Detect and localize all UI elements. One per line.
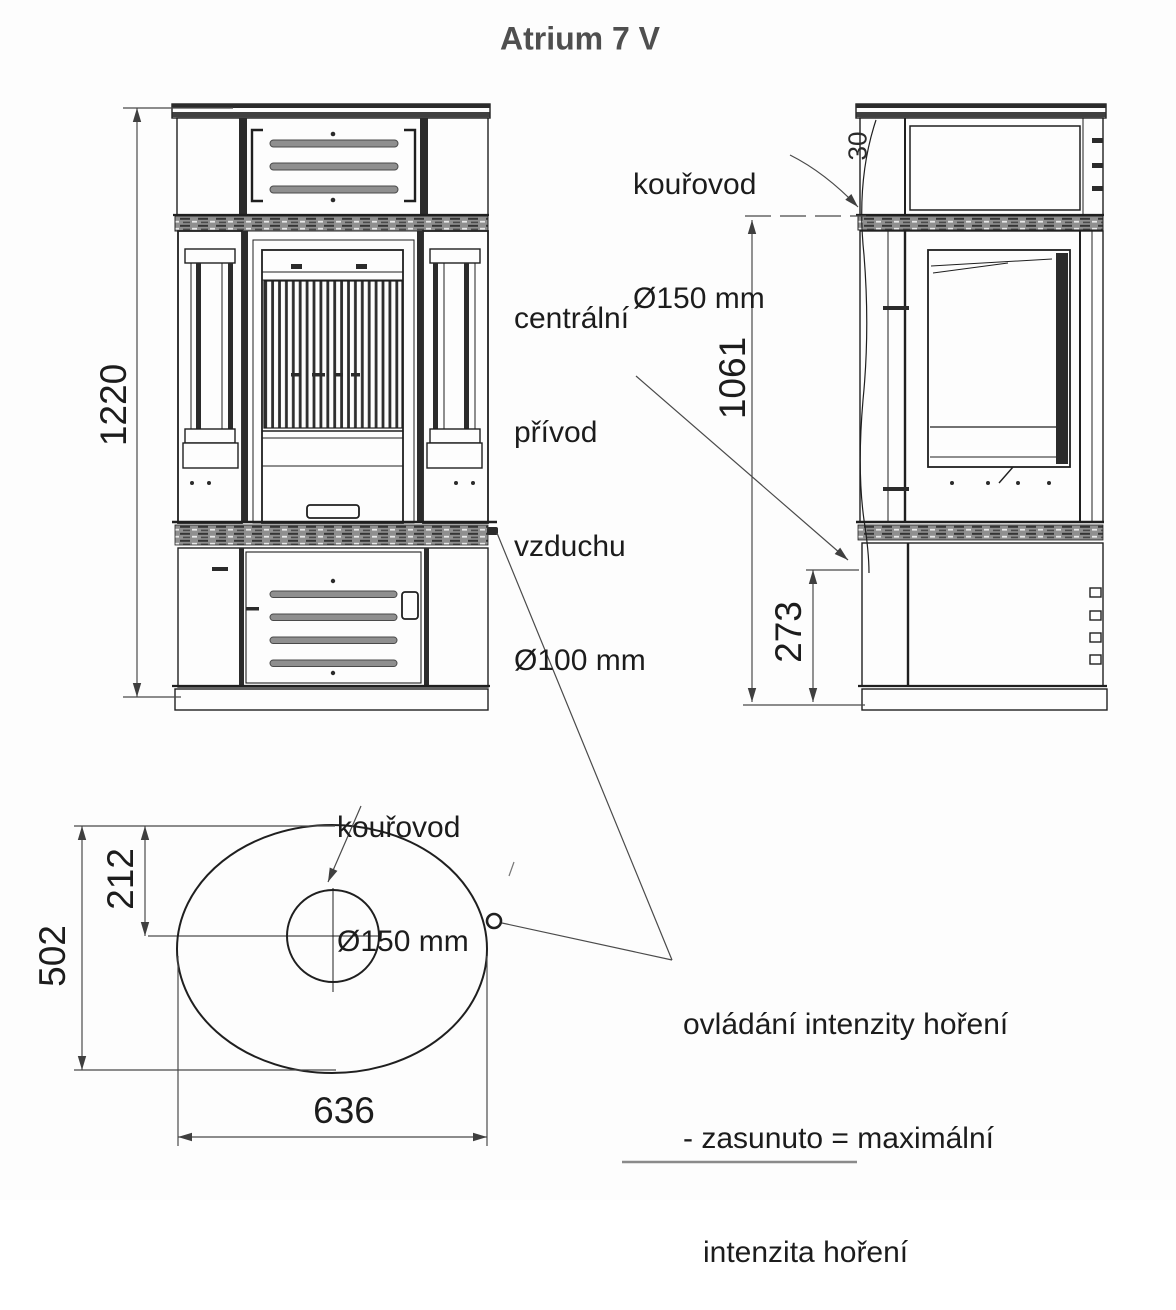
side-top-plate: [856, 104, 1106, 118]
side-base: [858, 686, 1107, 710]
dim-label-flue-offset: 212: [100, 848, 141, 910]
intensity-leader-2: [502, 923, 672, 960]
plan-stray-tick: [509, 862, 514, 876]
flue-plan-label: [337, 733, 469, 999]
central-air-label: [514, 224, 646, 718]
front-right-post: [417, 231, 423, 523]
front-left-column: [178, 231, 242, 523]
intensity-control-label-line1: ovládání intenzity hoření: [683, 1008, 1009, 1041]
side-lower-cabinet: [862, 543, 1103, 686]
dim-label-flue-height: 1061: [712, 336, 753, 420]
front-top-plate: [172, 104, 490, 118]
front-left-post: [242, 231, 248, 523]
front-ash-handle: [307, 505, 359, 518]
flue-top-label-line2: Ø150 mm: [633, 282, 765, 315]
side-upper-compartment: [860, 118, 1103, 215]
central-air-label-line3: vzduchu: [514, 530, 626, 563]
flue-plan-label-line2: Ø150 mm: [337, 925, 469, 958]
side-view: [856, 104, 1107, 710]
front-right-column: [423, 231, 488, 523]
edge-note: 30: [842, 131, 873, 161]
intensity-control-label-line2: - zasunuto = maximální: [683, 1122, 994, 1155]
flue-top-label-line1: kouřovod: [633, 168, 757, 201]
dim-label-air-inlet-height: 273: [768, 601, 809, 663]
dim-label-depth: 502: [32, 925, 73, 987]
side-main-body: [860, 231, 1103, 522]
front-fire-door: [253, 240, 414, 523]
central-air-label-line4: Ø100 mm: [514, 644, 646, 677]
flue-top-leader: [790, 155, 858, 207]
page-title: Atrium 7 V: [499, 20, 661, 57]
front-grille: [264, 281, 402, 428]
side-shelf-band-middle: [856, 522, 1104, 540]
dim-label-total-height: 1220: [93, 363, 134, 447]
dim-label-width: 636: [313, 1090, 375, 1131]
side-shelf-band-upper: [856, 215, 1104, 230]
plan-control-knob: [487, 914, 501, 928]
front-cabinet-handle: [402, 592, 418, 619]
flue-top-label: [633, 90, 765, 356]
central-air-label-line2: přívod: [514, 416, 598, 449]
front-shelf-band-upper: [173, 215, 489, 231]
front-control-rod-tip: [487, 527, 498, 535]
front-base: [172, 686, 490, 710]
intensity-control-label: [683, 930, 1008, 1310]
front-lower-cabinet: [178, 548, 488, 687]
front-view: [172, 104, 498, 710]
intensity-control-label-line3: intenzita hoření: [703, 1236, 909, 1269]
front-shelf-band-middle: [172, 522, 498, 545]
front-upper-compartment: [177, 118, 488, 215]
flue-plan-label-line1: kouřovod: [337, 811, 461, 844]
side-door-window: [928, 250, 1070, 467]
central-air-label-line1: centrální: [514, 302, 630, 335]
